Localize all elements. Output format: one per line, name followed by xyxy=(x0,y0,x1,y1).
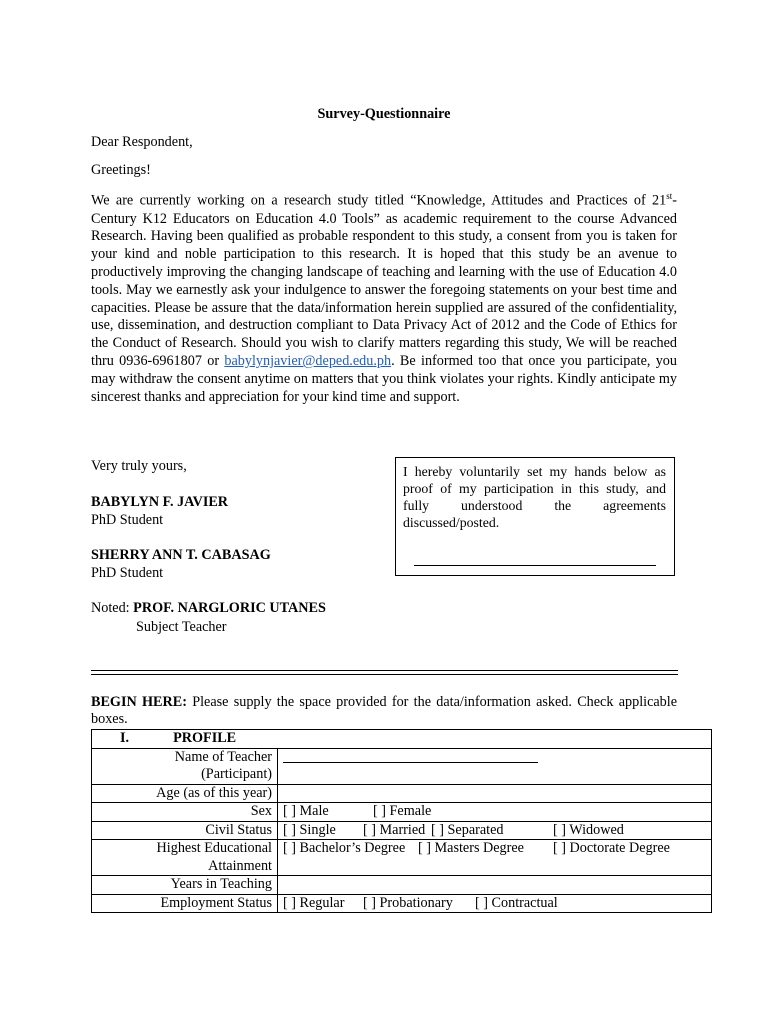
civil-status-options xyxy=(278,821,712,840)
signatory-role-2: PhD Student xyxy=(91,565,164,581)
superscript-st: st xyxy=(666,191,673,201)
checkbox-bachelors[interactable]: [ ] Bachelor’s Degree xyxy=(283,840,406,856)
consent-box xyxy=(395,457,675,576)
divider-bottom xyxy=(91,674,678,675)
years-field[interactable] xyxy=(278,876,712,895)
instructions-text: Please supply the space provided for the data/information asked. Check applicable boxes. xyxy=(91,694,678,727)
instructions-label: BEGIN HERE: xyxy=(91,694,187,710)
education-label: Highest Educational Attainment xyxy=(92,840,278,876)
checkbox-single[interactable]: [ ] Single xyxy=(283,821,336,838)
noted-label: Noted: xyxy=(91,600,130,616)
checkbox-male[interactable]: [ ] Male xyxy=(283,803,329,819)
email-link[interactable]: babylynjavier@deped.edu.ph xyxy=(224,352,392,369)
section-title: PROFILE xyxy=(173,730,237,746)
table-row xyxy=(92,876,712,895)
table-row xyxy=(92,840,712,876)
signatory-name-2: SHERRY ANN T. CABASAG xyxy=(91,547,271,563)
signatory-role-1: PhD Student xyxy=(91,512,164,528)
checkbox-female[interactable]: [ ] Female xyxy=(373,803,432,819)
civil-status-label: Civil Status xyxy=(92,821,278,840)
table-row xyxy=(92,748,712,784)
checkbox-doctorate[interactable]: [ ] Doctorate Degree xyxy=(553,840,670,856)
table-row xyxy=(92,821,712,840)
divider-top xyxy=(91,670,678,671)
checkbox-masters[interactable]: [ ] Masters Degree xyxy=(418,840,524,856)
education-options xyxy=(278,840,712,876)
profile-header-row xyxy=(92,730,712,749)
employment-options xyxy=(278,894,712,913)
noted-name: PROF. NARGLORIC UTANES xyxy=(133,600,326,616)
checkbox-married[interactable]: [ ] Married xyxy=(363,821,426,838)
sex-options xyxy=(278,803,712,822)
section-number: I. xyxy=(120,730,130,746)
checkbox-separated[interactable]: [ ] Separated xyxy=(431,821,504,838)
letter-body-part-3: . Be informed too that once you participate, you may withdraw the consent anytime on matters that you think violates your rights. Kindly anticipate my sincerest thanks and appreciation for your kind time and support. xyxy=(91,352,677,405)
letter-body xyxy=(91,188,677,406)
noted-role: Subject Teacher xyxy=(136,619,227,635)
age-label: Age (as of this year) xyxy=(92,784,278,803)
checkbox-regular[interactable]: [ ] Regular xyxy=(283,894,345,911)
employment-label: Employment Status xyxy=(92,894,278,913)
consent-text: I hereby voluntarily set my hands below as proof of my participation in this study, and fully understood the agreements discussed/posted. xyxy=(403,464,666,530)
document-title: Survey-Questionnaire xyxy=(317,106,451,122)
sex-label: Sex xyxy=(92,803,278,822)
years-label: Years in Teaching xyxy=(92,876,278,895)
age-field[interactable] xyxy=(278,784,712,803)
checkbox-probationary[interactable]: [ ] Probationary xyxy=(363,894,453,911)
table-row xyxy=(92,894,712,913)
letter-body-part-2: -Century K12 Educators on Education 4.0 Tools” as academic requirement to the course Advanced Research. Having been qualified as probable respondent to this study, a consent from you is taken for your kind and noble participation to this research. It is hoped that this study be an avenue to productively improving the changing landscape of teaching and learning with the use of Education 4.0 tools. May we earnestly ask your indulgence to answer the foregoing statements on your best time and capacities. Please be assure that the data/information herein supplied are assured of the confidentiality, use, dissemination, and destruction compliant to Data Privacy Act of 2012 and the Code of Ethics for the Conduct of Research. Should you wish to clarify matters regarding this study, We will be reached thru 0936-6961807 or xyxy=(91,192,677,369)
checkbox-widowed[interactable]: [ ] Widowed xyxy=(553,821,624,838)
table-row xyxy=(92,784,712,803)
profile-header xyxy=(92,730,712,749)
salutation: Dear Respondent, xyxy=(91,134,193,150)
letter-body-part-1: We are currently working on a research study titled “Knowledge, Attitudes and Practices of 21 xyxy=(91,192,667,209)
name-blank[interactable] xyxy=(283,749,538,763)
closing: Very truly yours, xyxy=(91,458,187,474)
greeting: Greetings! xyxy=(91,162,151,178)
signatory-name-1: BABYLYN F. JAVIER xyxy=(91,494,229,510)
name-label: Name of Teacher (Participant) xyxy=(92,748,278,784)
profile-table xyxy=(91,729,712,913)
noted-line xyxy=(91,600,326,617)
checkbox-contractual[interactable]: [ ] Contractual xyxy=(475,894,558,911)
name-field[interactable] xyxy=(278,748,712,784)
instructions xyxy=(91,694,677,728)
table-row xyxy=(92,803,712,822)
signature-line[interactable] xyxy=(414,565,656,566)
